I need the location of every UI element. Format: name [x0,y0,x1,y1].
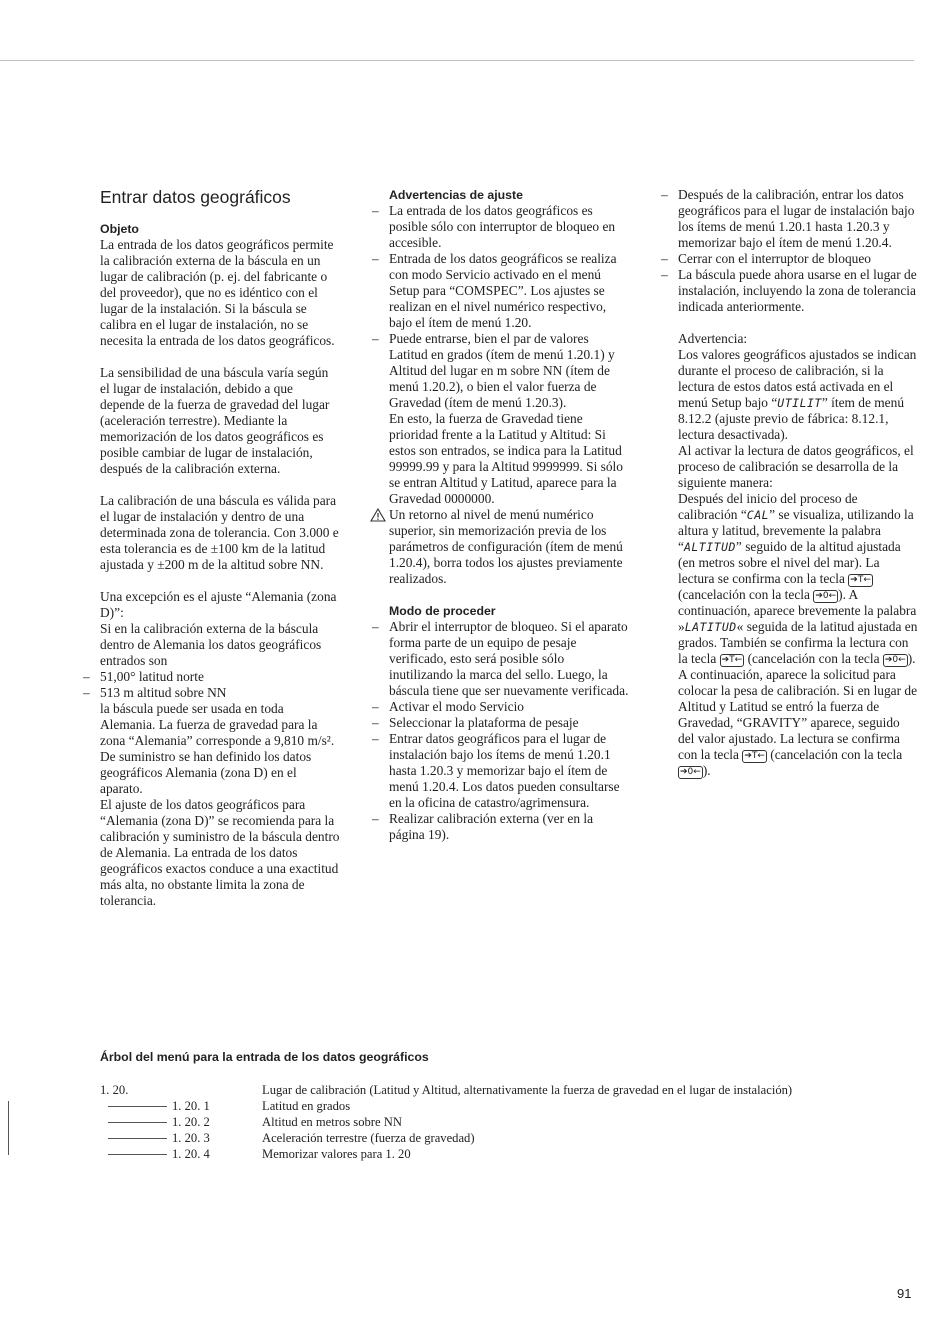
paragraph: la báscula puede ser usada en toda Alemania. La fuerza de gravedad para la zona “Alemania” corresponde a 9,810 m/s². [100,701,335,748]
lcd-text-utilit: UTILIT [777,396,822,410]
text-run: (cancelación con la tecla [744,651,883,666]
menu-tree-title: Árbol del menú para la entrada de los datos geográficos [100,1050,429,1064]
list-item: – 513 m altitud sobre NN [100,685,340,701]
paragraph: Al activar la lectura de datos geográficos, el proceso de calibración se desarrolla de la siguiente manera: [678,443,914,490]
tree-code: 1. 20. 1 [172,1099,210,1113]
text-run: ). A continuación, aparece brevemente la palabra » [678,587,917,634]
tree-row [100,1114,920,1130]
advertencias-list [389,203,629,507]
list-item: – Entrada de los datos geográficos se realiza con modo Servicio activado en el menú Setup para “COMSPEC”. Los ajustes se realizan en el nivel numérico respectivo, bajo el ítem de menú 1.20. [389,251,629,331]
page-title: Entrar datos geográficos [100,187,291,207]
paragraph: Si en la calibración externa de la báscula dentro de Alemania los datos geográficos entrados son [100,621,322,668]
tree-row [100,1098,920,1114]
column-3 [678,187,918,779]
advertencias-heading: Advertencias de ajuste [389,188,523,202]
paragraph: Una excepción es el ajuste “Alemania (zona D)”: [100,589,337,620]
tree-code: 1. 20. [100,1083,129,1097]
germany-values-list [100,669,340,701]
procedure-steps [389,619,629,843]
paragraph: La entrada de los datos geográficos permite la calibración externa de la báscula en un lugar de calibración (p. ej. del fabricante o del proveedor), que no es idéntico con el lugar de la instalación. Si la báscula se calibra en el lugar de instalación, no se necesita la entrada de los datos geográficos. [100,237,335,348]
zero-key-icon: ➔0← [680,767,701,777]
tree-desc: Aceleración terrestre (fuerza de gravedad) [262,1131,475,1145]
procedure-steps-cont [678,187,918,315]
zero-key-icon: ➔0← [884,655,906,665]
list-item: – La entrada de los datos geográficos es posible sólo con interruptor de bloqueo en accesible. [389,203,629,251]
text-run: ). A continuación, aparece la solicitud para colocar la pesa de calibración. Si en lugar de Altitud y Latitud se entró la fuerza de Gravedad, “GRAVITY” aparece, seguido del valor ajustado. La lectura se confirma con la tecla [678,651,918,762]
list-item-continuation: En esto, la fuerza de Gravedad tiene prioridad frente a la Latitud y Altitud: Si estos son entrados, se indica para la Latitud 99999.99 y para la Altitud 9999999. Si sólo se entran Altitud y Latitud, aparece para la Gravedad 0000000. [389,411,623,506]
tree-desc: Latitud en grados [262,1099,351,1113]
zero-key-icon: ➔0← [815,591,837,601]
text-run: (cancelación con la tecla [678,587,814,602]
text-run: ” ítem de menú 8.12.2 (ajuste previo de fábrica: 8.12.1, lectura desactivada). [678,395,905,442]
paragraph [678,347,918,443]
tree-connector-vertical [8,1101,9,1155]
list-item: – Realizar calibración externa (ver en la página 19). [389,811,629,843]
list-item: – Activar el modo Servicio [389,699,629,715]
tree-connector [108,1138,167,1139]
list-item: – Entrar datos geográficos para el lugar de instalación bajo los ítems de menú 1.20.1 hasta 1.20.3 y memorizar bajo el ítem de menú 1.20.4. Los datos pueden consultarse en la oficina de catastro/agrimensura. [389,731,629,811]
text-run: (cancelación con la tecla [766,747,903,762]
tree-connector [108,1122,167,1123]
list-item: – Cerrar con el interruptor de bloqueo [678,251,918,267]
tare-key-icon: ➔T← [850,575,871,585]
tree-desc: Memorizar valores para 1. 20 [262,1147,411,1161]
tare-key-icon: ➔T← [721,655,743,665]
tree-connector [108,1154,167,1155]
advertencia-label: Advertencia: [678,331,748,346]
tree-row-root [100,1082,920,1098]
column-2 [389,187,629,843]
tree-desc: Altitud en metros sobre NN [262,1115,402,1129]
text-run: ). [702,763,711,778]
list-item-text: Puede entrarse, bien el par de valores Latitud en grados (ítem de menú 1.20.1) y Altitud del lugar en m sobre NN (ítem de menú 1.20.2), o bien el valor fuerza de Gravedad (ítem de menú 1.20.3). [389,331,615,410]
paragraph: De suministro se han definido los datos geográficos Alemania (zona D) en el aparato. [100,749,312,796]
menu-tree [100,1082,920,1162]
list-item [389,331,629,507]
text-run: ” seguido de la altitud ajustada (en metros sobre el nivel del mar). La lectura se confirma con la tecla [678,539,901,586]
warning-note [389,507,629,587]
text-run: ” se visualiza, utilizando la altura y latitud, brevemente la palabra “ [678,507,914,554]
paragraph: El ajuste de los datos geográficos para “Alemania (zona D)” se recomienda para la calibración y suministro de la báscula dentro de Alemania. La entrada de los datos geográficos exactos conduce a una exactitud más alta, no obstante limita la zona de tolerancia. [100,797,340,908]
modo-proceder-heading: Modo de proceder [389,604,496,618]
list-item: – La báscula puede ahora usarse en el lugar de instalación, incluyendo la zona de tolerancia indicada anteriormente. [678,267,918,315]
text-run: Después del inicio del proceso de calibración “ [678,491,858,522]
text-run: « seguida de la latitud ajustada en grados. También se confirma la lectura con la tecla [678,619,918,666]
list-item: – Después de la calibración, entrar los datos geográficos para el lugar de instalación bajo los ítems de menú 1.20.1 hasta 1.20.3 y memorizar bajo el ítem de menú 1.20.4. [678,187,918,251]
tree-code: 1. 20. 3 [172,1131,210,1145]
paragraph: La calibración de una báscula es válida para el lugar de instalación y dentro de una determinada zona de tolerancia. Con 3.000 e esta tolerancia es de ±100 km de la latitud ajustada y ±200 m de la altitud sobre NN. [100,493,339,572]
column-1 [100,187,340,909]
lcd-text-cal: CAL [746,508,770,522]
tree-connector [108,1106,167,1107]
header-rule [0,60,914,61]
lcd-text-altitud: ALTITUD [683,540,736,554]
paragraph: La sensibilidad de una báscula varía según el lugar de instalación, debido a que depende de la fuerza de gravedad del lugar (aceleración terrestre). Mediante la memorización de los datos geográficos es posible cambiar de lugar de instalación, después de la calibración externa. [100,365,330,476]
warning-text: Un retorno al nivel de menú numérico superior, sin memorización previa de los parámetros de configuración (ítem de menú 1.20.4), borra todos los ajustes previamente realizados. [389,507,623,586]
warning-triangle-icon [370,508,386,522]
list-item: – Seleccionar la plataforma de pesaje [389,715,629,731]
tree-row [100,1130,920,1146]
page-number: 91 [897,1286,912,1301]
list-item: – Abrir el interruptor de bloqueo. Si el aparato forma parte de un equipo de pesaje verificado, esto será posible sólo inutilizando la marca del sello. Luego, la báscula tiene que ser nuevamente verificada. [389,619,629,699]
tree-row [100,1146,920,1162]
tree-desc: Lugar de calibración (Latitud y Altitud, alternativamente la fuerza de gravedad en el lugar de instalación) [262,1083,793,1097]
paragraph [678,491,918,779]
lcd-text-latitud: LATITUD [684,620,737,634]
text-run: Los valores geográficos ajustados se indican durante el proceso de calibración, si la lectura de estos datos está activada en el menú Setup bajo “ [678,347,917,410]
list-item: – 51,00° latitud norte [100,669,340,685]
tree-code: 1. 20. 4 [172,1147,210,1161]
objeto-heading: Objeto [100,222,139,236]
tree-code: 1. 20. 2 [172,1115,210,1129]
tare-key-icon: ➔T← [744,751,765,761]
